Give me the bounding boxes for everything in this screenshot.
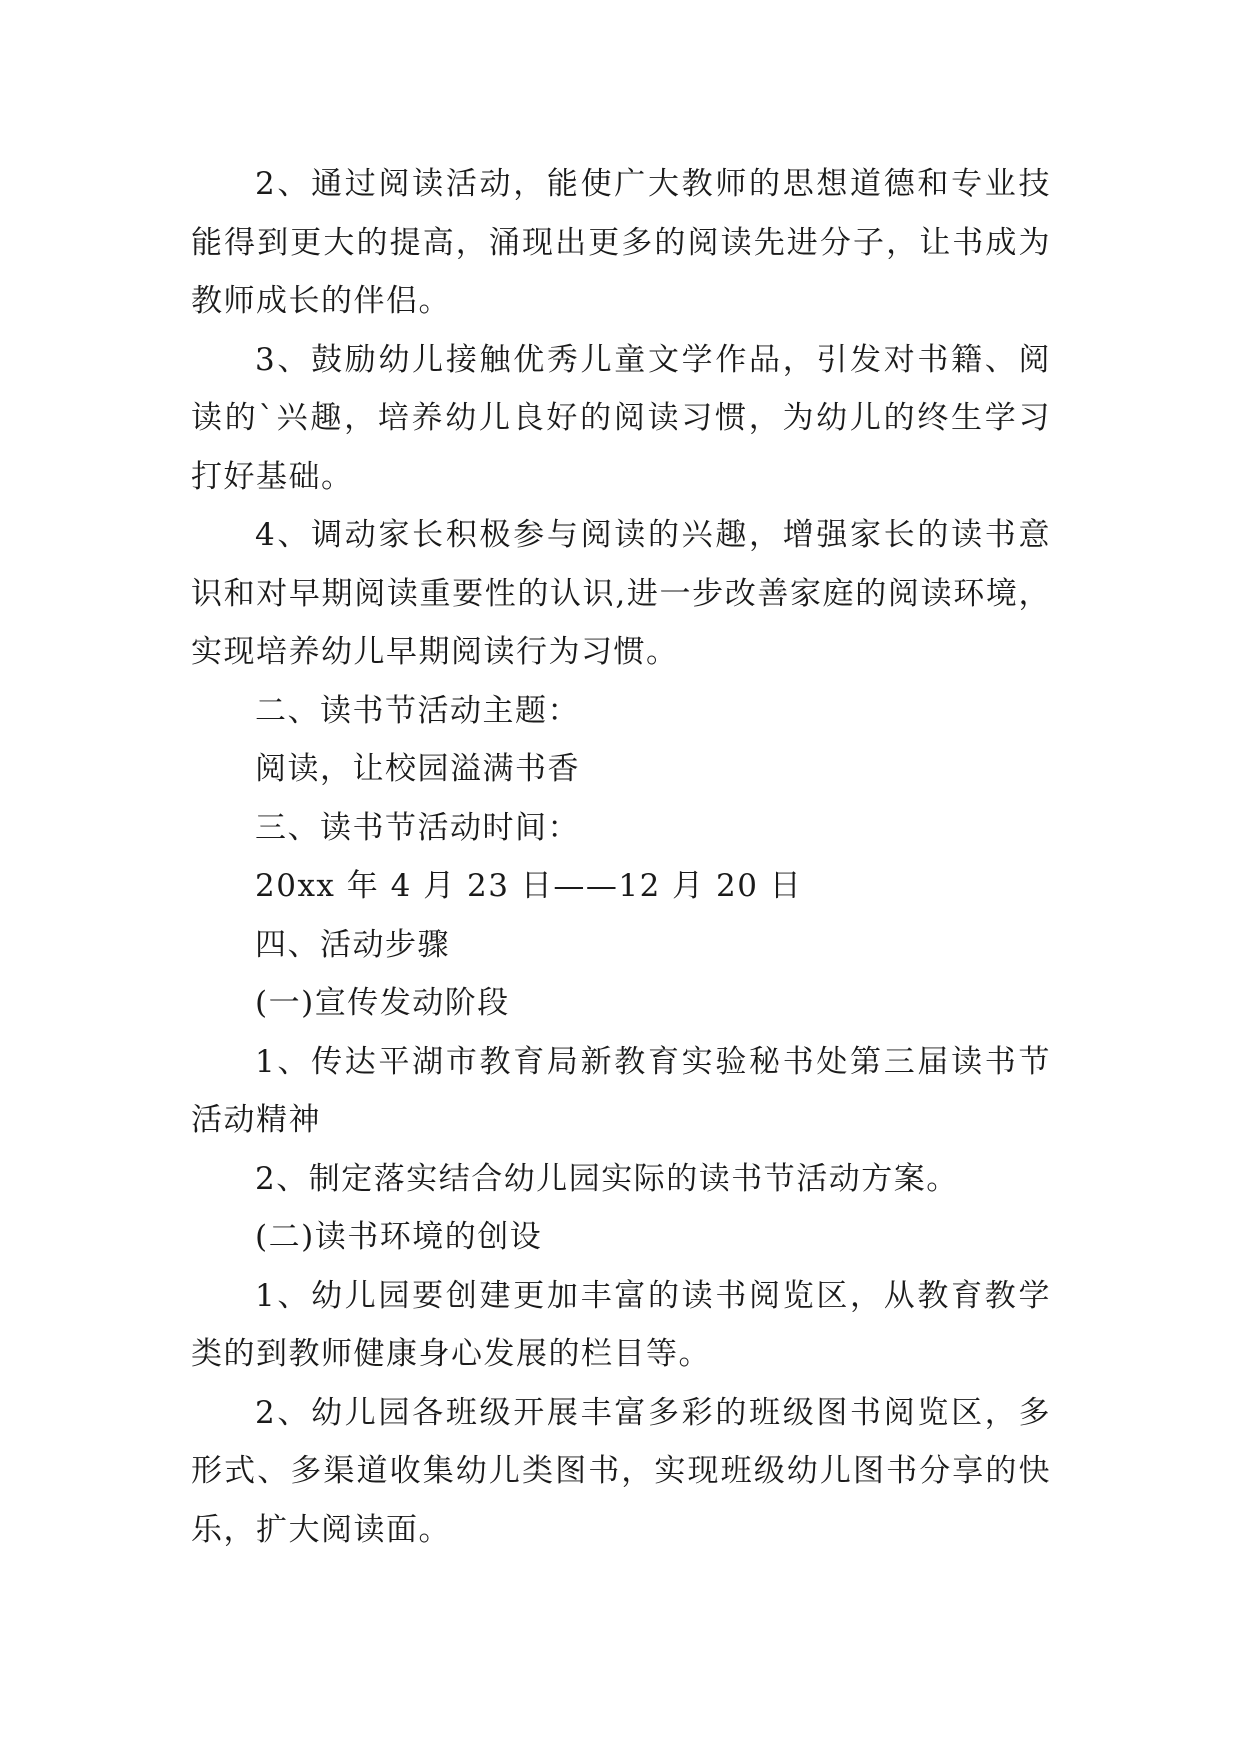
heading-steps: 四、活动步骤: [255, 926, 450, 963]
paragraph-environment-2: 2、幼儿园各班级开展丰富多彩的班级图书阅览区，多形式、多渠道收集幼儿类图书，实现班级幼儿图书分享的快乐，扩大阅读面。: [191, 1394, 1051, 1548]
paragraph-goal-3: 3、鼓励幼儿接触优秀儿童文学作品，引发对书籍、阅读的`兴趣，培养幼儿良好的阅读习惯，为幼儿的终生学习打好基础。: [191, 341, 1051, 495]
theme-text: 阅读，让校园溢满书香: [255, 751, 580, 787]
heading-theme: 二、读书节活动主题：: [255, 692, 580, 729]
subheading-publicity: (一)宣传发动阶段: [255, 985, 510, 1021]
time-text: 20xx 年 4 月 23 日——12 月 20 日: [255, 868, 803, 904]
paragraph-goal-2: 2、通过阅读活动，能使广大教师的思想道德和专业技能得到更大的提高，涌现出更多的阅读先进分子，让书成为教师成长的伴侣。: [191, 166, 1051, 319]
paragraph-environment-1: 1、幼儿园要创建更加丰富的读书阅览区，从教育教学类的到教师健康身心发展的栏目等。: [191, 1277, 1051, 1372]
paragraph-goal-4: 4、调动家长积极参与阅读的兴趣，增强家长的读书意识和对早期阅读重要性的认识,进一步改善家庭的阅读环境，实现培养幼儿早期阅读行为习惯。: [191, 517, 1051, 670]
paragraph-publicity-1: 1、传达平湖市教育局新教育实验秘书处第三届读书节活动精神: [191, 1043, 1051, 1138]
document-body: [191, 155, 1051, 1559]
subheading-environment: (二)读书环境的创设: [255, 1219, 543, 1255]
paragraph-publicity-2: 2、制定落实结合幼儿园实际的读书节活动方案。: [255, 1160, 959, 1197]
heading-time: 三、读书节活动时间：: [255, 809, 580, 846]
